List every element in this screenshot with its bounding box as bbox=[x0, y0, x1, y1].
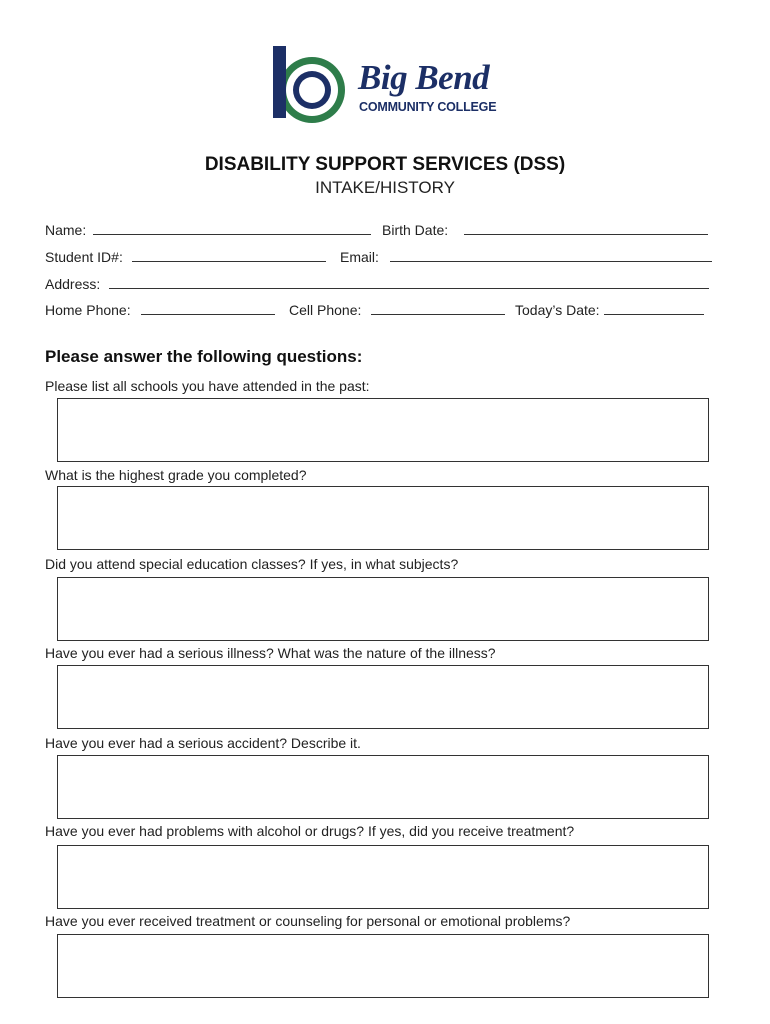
question-label: Did you attend special education classes? If yes, in what subjects? bbox=[45, 556, 459, 572]
answer-box-highest-grade[interactable] bbox=[57, 486, 709, 550]
section-heading: Please answer the following questions: bbox=[45, 347, 363, 366]
name-label: Name: bbox=[45, 222, 87, 238]
address-label: Address: bbox=[45, 276, 101, 292]
birth-date-field[interactable] bbox=[464, 222, 708, 235]
answer-box-alcohol-drugs[interactable] bbox=[57, 845, 709, 909]
answer-box-schools[interactable] bbox=[57, 398, 709, 462]
cell-phone-field[interactable] bbox=[371, 302, 505, 315]
question-label: Please list all schools you have attended in the past: bbox=[45, 378, 370, 394]
question-label: Have you ever had a serious accident? Describe it. bbox=[45, 735, 361, 751]
question-label: What is the highest grade you completed? bbox=[45, 467, 307, 483]
birth-date-label: Birth Date: bbox=[382, 222, 449, 238]
student-id-label: Student ID#: bbox=[45, 249, 123, 265]
form-subtitle: INTAKE/HISTORY bbox=[315, 178, 455, 197]
name-field-row bbox=[45, 222, 371, 238]
email-field[interactable] bbox=[390, 249, 712, 262]
answer-box-counseling[interactable] bbox=[57, 934, 709, 998]
question-label: Have you ever had a serious illness? What was the nature of the illness? bbox=[45, 645, 496, 661]
college-logo bbox=[270, 44, 510, 132]
email-label: Email: bbox=[340, 249, 379, 265]
todays-date-row bbox=[515, 302, 704, 318]
cell-phone-row bbox=[289, 302, 505, 318]
home-phone-label: Home Phone: bbox=[45, 302, 131, 318]
student-id-field[interactable] bbox=[132, 249, 326, 262]
name-field[interactable] bbox=[93, 222, 371, 235]
question-label: Have you ever received treatment or counseling for personal or emotional problems? bbox=[45, 913, 571, 929]
answer-box-accident[interactable] bbox=[57, 755, 709, 819]
college-logo-icon bbox=[270, 44, 350, 132]
answer-box-special-education[interactable] bbox=[57, 577, 709, 641]
todays-date-field[interactable] bbox=[604, 302, 704, 315]
college-subtitle: COMMUNITY COLLEGE bbox=[359, 100, 497, 114]
form-title: DISABILITY SUPPORT SERVICES (DSS) bbox=[204, 154, 566, 175]
cell-phone-label: Cell Phone: bbox=[289, 302, 362, 318]
address-field[interactable] bbox=[109, 276, 709, 289]
college-name: Big Bend bbox=[358, 58, 490, 97]
question-label: Have you ever had problems with alcohol or drugs? If yes, did you receive treatment? bbox=[45, 823, 575, 839]
home-phone-field[interactable] bbox=[141, 302, 275, 315]
email-row bbox=[340, 249, 712, 265]
birth-date-row bbox=[382, 222, 708, 238]
home-phone-row bbox=[45, 302, 275, 318]
todays-date-label: Today’s Date: bbox=[515, 302, 600, 318]
student-id-row bbox=[45, 249, 326, 265]
answer-box-illness[interactable] bbox=[57, 665, 709, 729]
address-row bbox=[45, 276, 709, 292]
